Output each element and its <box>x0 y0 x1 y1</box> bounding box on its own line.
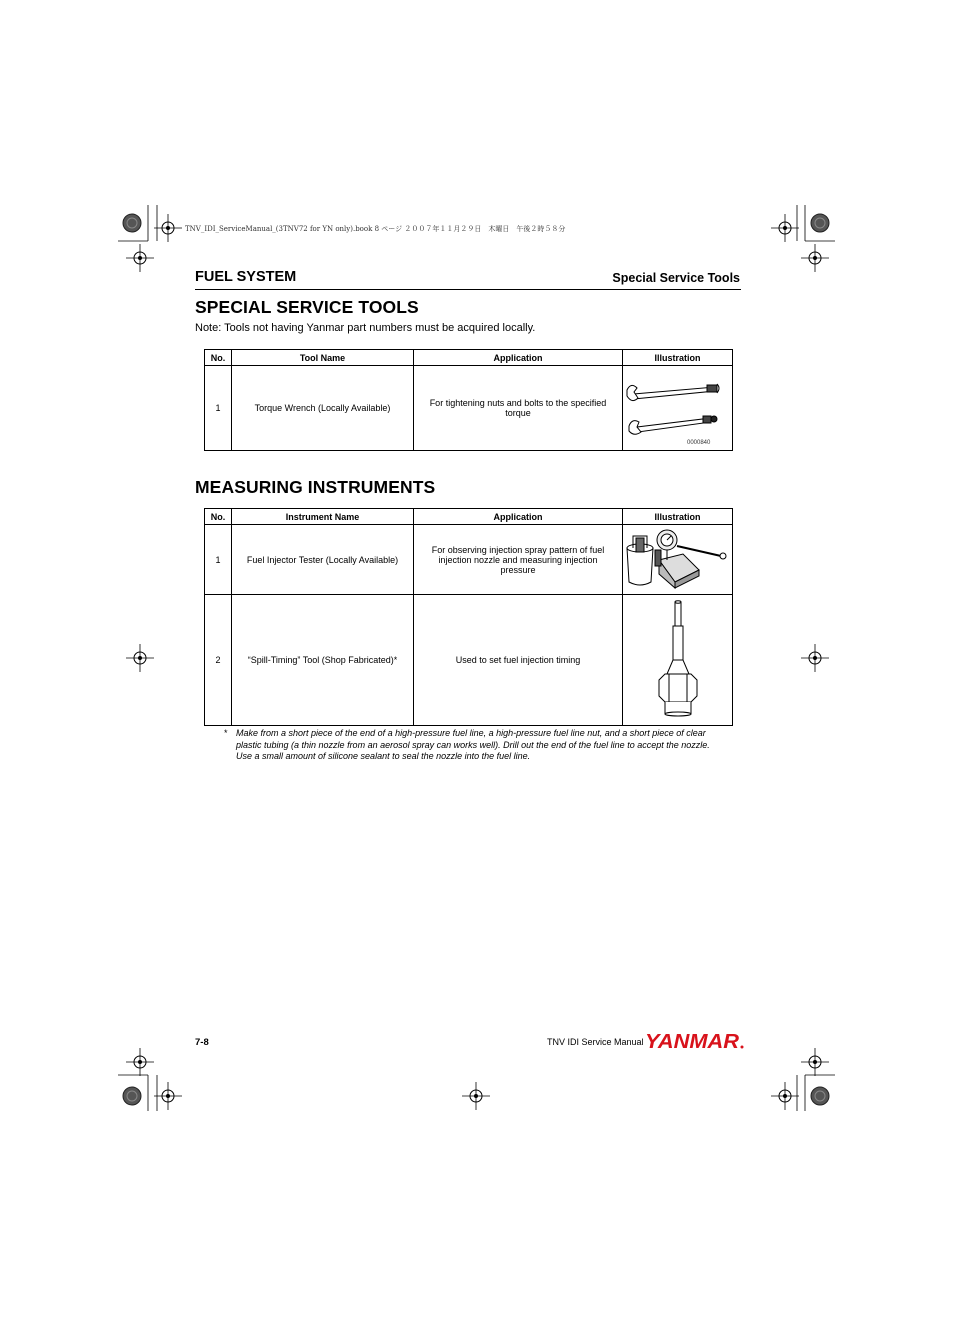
col-header: Application <box>414 350 623 366</box>
col-header: Illustration <box>623 350 733 366</box>
col-header: Tool Name <box>232 350 414 366</box>
instrument-name: “Spill-Timing” Tool (Shop Fabricated)* <box>232 595 414 726</box>
measuring-instruments-heading: MEASURING INSTRUMENTS <box>195 477 436 497</box>
footnote <box>224 728 724 763</box>
footnote-marker: * <box>224 728 228 738</box>
torque-wrench-icon <box>623 366 731 450</box>
illustration-cell <box>623 595 733 726</box>
table-row <box>205 595 733 726</box>
page-number: 7-8 <box>195 1037 209 1048</box>
yanmar-logo <box>645 1030 745 1057</box>
manual-title: TNV IDI Service Manual <box>547 1037 644 1047</box>
injector-tester-icon <box>623 526 731 594</box>
col-header: No. <box>205 509 232 525</box>
col-header: No. <box>205 350 232 366</box>
table-header-row <box>205 509 733 525</box>
row-number: 2 <box>205 595 232 726</box>
row-number: 1 <box>205 366 232 451</box>
illustration-id: 0000840 <box>687 440 711 446</box>
col-header: Application <box>414 509 623 525</box>
col-header: Instrument Name <box>232 509 414 525</box>
section-title: FUEL SYSTEM <box>195 269 297 285</box>
col-header: Illustration <box>623 509 733 525</box>
row-number: 1 <box>205 525 232 595</box>
special-tools-table <box>204 349 733 451</box>
print-info: TNV_IDI_ServiceManual_(3TNV72 for YN only).book 8 ページ ２００７年１１月２９日 木曜日 午後２時５８分 <box>185 225 566 233</box>
footnote-text: Make from a short piece of the end of a high-pressure fuel line, a high-pressure fuel line nut, and a short piece of clear plastic tubing (a thin nozzle from an aerosol spray can works well). Drill out the end of the fuel line to accept the nozzle. Use a small amount of silicone sealant to seal the nozzle into the fuel line. <box>236 728 710 761</box>
subsection-title: Special Service Tools <box>612 271 740 285</box>
header-rule <box>195 289 741 290</box>
instrument-application: Used to set fuel injection timing <box>414 595 623 726</box>
measuring-instruments-table <box>204 508 733 726</box>
illustration-cell <box>623 366 733 451</box>
table-row <box>205 366 733 451</box>
tool-name: Torque Wrench (Locally Available) <box>232 366 414 451</box>
spill-timing-tool-icon <box>623 596 731 724</box>
brand-text: YANMAR <box>645 1031 740 1052</box>
table-row <box>205 525 733 595</box>
instrument-application: For observing injection spray pattern of fuel injection nozzle and measuring injection pressure <box>414 525 623 595</box>
instrument-name: Fuel Injector Tester (Locally Available) <box>232 525 414 595</box>
table-header-row <box>205 350 733 366</box>
tool-application: For tightening nuts and bolts to the specified torque <box>414 366 623 451</box>
illustration-cell <box>623 525 733 595</box>
special-tools-heading: SPECIAL SERVICE TOOLS <box>195 297 419 317</box>
special-tools-note: Note: Tools not having Yanmar part numbers must be acquired locally. <box>195 322 536 334</box>
